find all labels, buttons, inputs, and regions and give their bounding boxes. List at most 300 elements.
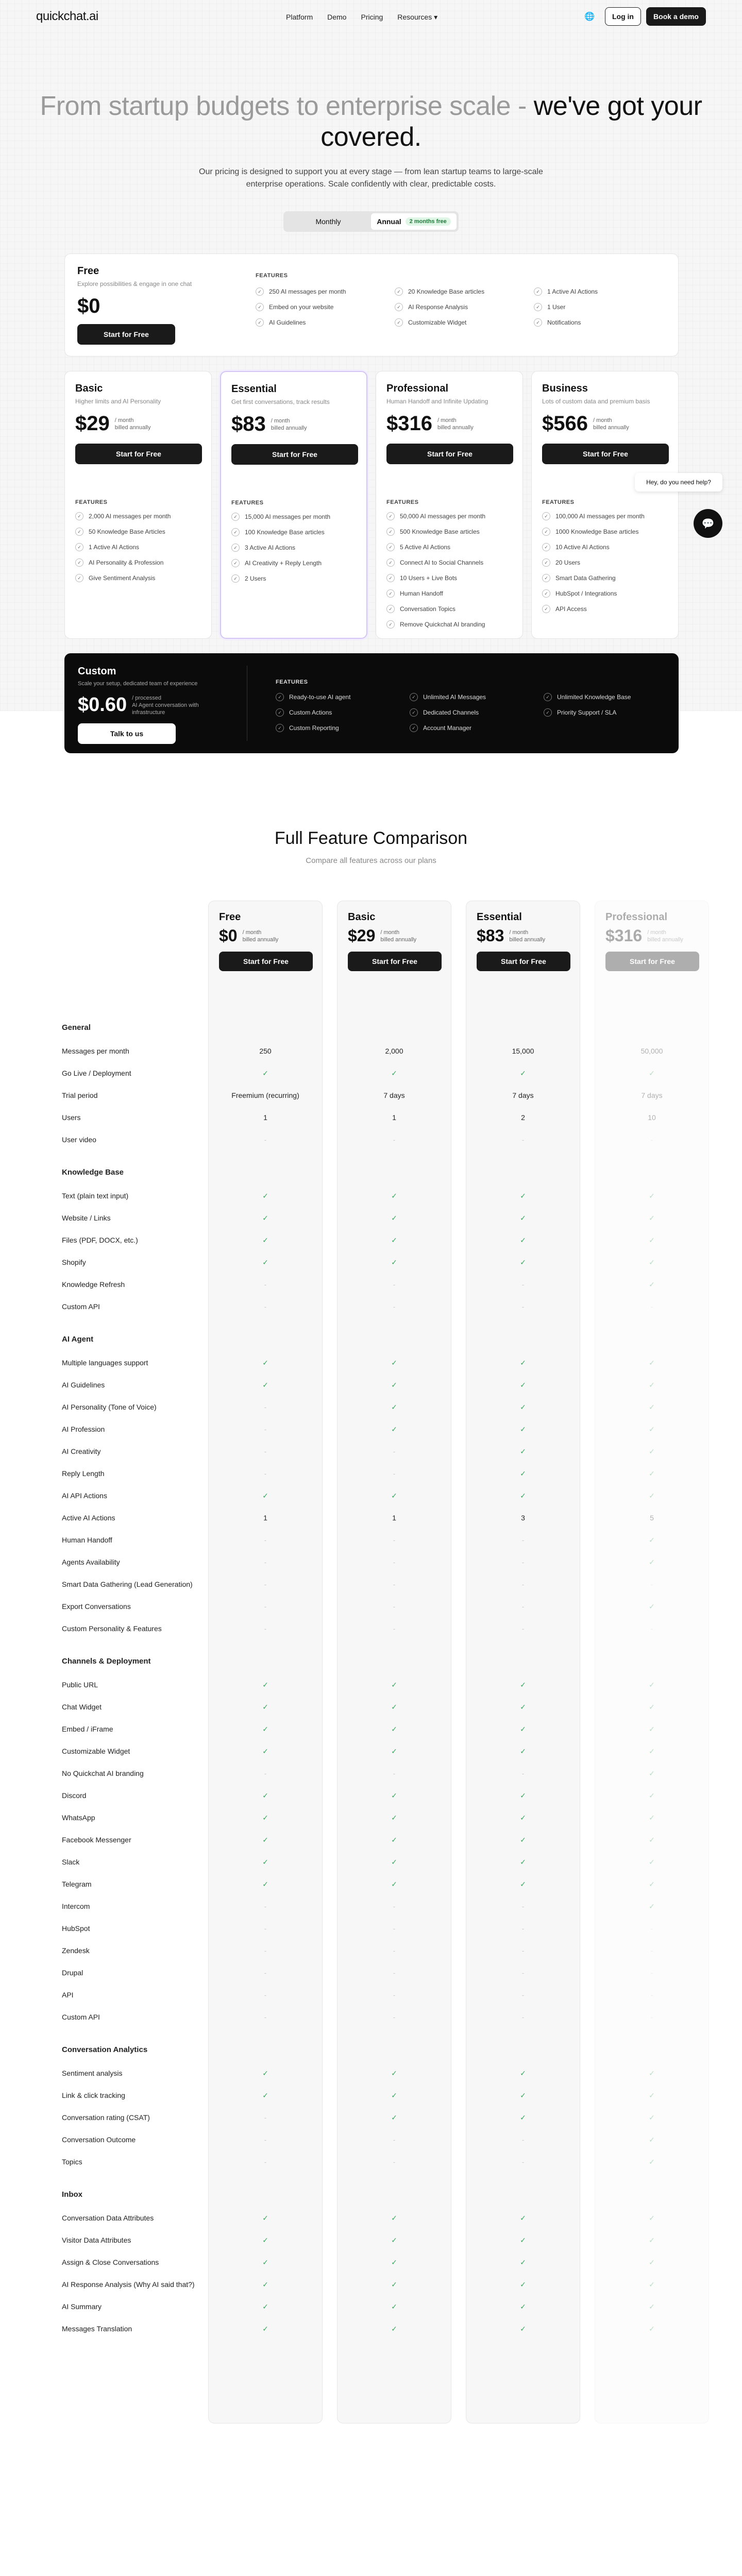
price-amount: $29 bbox=[75, 412, 110, 435]
feature-row bbox=[62, 2319, 680, 2338]
feature-item: ✓ Unlimited Knowledge Base bbox=[544, 689, 667, 705]
top-nav bbox=[0, 0, 742, 33]
check-icon: ✓ bbox=[262, 2091, 268, 2099]
talk-to-us-button[interactable]: Talk to us bbox=[78, 723, 176, 744]
plan-name: Essential bbox=[231, 383, 277, 395]
dash-icon: - bbox=[650, 2013, 653, 2021]
dash-icon: - bbox=[650, 1580, 653, 1588]
check-icon: ✓ bbox=[520, 2113, 526, 2122]
feature-row bbox=[62, 1698, 680, 1716]
plan-name: Business bbox=[542, 383, 588, 394]
check-icon: ✓ bbox=[391, 2069, 397, 2077]
feature-label: Custom Personality & Features bbox=[62, 1624, 162, 1633]
check-icon: ✓ bbox=[542, 589, 550, 598]
feature-label: Discord bbox=[62, 1791, 87, 1800]
feature-item: ✓ 15,000 AI messages per month bbox=[231, 509, 356, 524]
check-icon: ✓ bbox=[231, 544, 240, 552]
check-icon: ✓ bbox=[75, 528, 83, 536]
dash-icon: - bbox=[393, 1969, 396, 1977]
feature-row bbox=[62, 2130, 680, 2149]
feature-row bbox=[62, 2064, 680, 2082]
dash-icon: - bbox=[393, 1536, 396, 1544]
feature-row bbox=[62, 1464, 680, 1483]
check-icon: ✓ bbox=[649, 1747, 655, 1755]
feature-label: Smart Data Gathering (Lead Generation) bbox=[62, 1580, 193, 1588]
feature-row bbox=[62, 1986, 680, 2004]
login-button[interactable]: Log in bbox=[605, 7, 641, 26]
check-icon: ✓ bbox=[649, 2258, 655, 2266]
check-icon: ✓ bbox=[276, 708, 284, 717]
check-icon: ✓ bbox=[649, 1857, 655, 1866]
dash-icon: - bbox=[264, 1602, 267, 1611]
feature-row bbox=[62, 1275, 680, 1294]
check-icon: ✓ bbox=[262, 1191, 268, 1200]
check-icon: ✓ bbox=[391, 1358, 397, 1367]
check-icon: ✓ bbox=[649, 2324, 655, 2333]
feature-label: AI Response Analysis (Why AI said that?) bbox=[62, 2280, 195, 2289]
feature-item: ✓ Conversation Topics bbox=[386, 601, 512, 617]
cell-value: Freemium (recurring) bbox=[231, 1091, 299, 1099]
check-icon: ✓ bbox=[649, 1213, 655, 1222]
dash-icon: - bbox=[264, 1302, 267, 1311]
dash-icon: - bbox=[521, 2158, 525, 2166]
start-free-button[interactable]: Start for Free bbox=[231, 444, 358, 465]
dash-icon: - bbox=[650, 1969, 653, 1977]
start-free-button[interactable]: Start for Free bbox=[477, 952, 570, 971]
feature-row bbox=[62, 1597, 680, 1616]
check-icon: ✓ bbox=[391, 1702, 397, 1711]
cell-value: 15,000 bbox=[512, 1047, 534, 1055]
feature-label: HubSpot bbox=[62, 1924, 90, 1933]
feature-item: ✓ 1 Active AI Actions bbox=[534, 284, 668, 299]
cell-value: 1 bbox=[392, 1514, 396, 1522]
feature-label: Assign & Close Conversations bbox=[62, 2258, 159, 2266]
dash-icon: - bbox=[521, 1558, 525, 1566]
feature-row bbox=[62, 1764, 680, 1783]
dash-icon: - bbox=[264, 1580, 267, 1588]
feature-row bbox=[62, 2108, 680, 2127]
check-icon: ✓ bbox=[520, 1491, 526, 1500]
free-start-button[interactable]: Start for Free bbox=[77, 324, 175, 345]
globe-icon[interactable]: 🌐 bbox=[584, 12, 595, 21]
dash-icon: - bbox=[264, 2158, 267, 2166]
check-icon: ✓ bbox=[395, 287, 403, 296]
feature-item: ✓ AI Response Analysis bbox=[395, 299, 534, 315]
features-label: FEATURES bbox=[231, 500, 264, 506]
check-icon: ✓ bbox=[520, 1680, 526, 1689]
check-icon: ✓ bbox=[391, 1235, 397, 1244]
check-icon: ✓ bbox=[649, 2135, 655, 2144]
feature-label: AI Guidelines bbox=[62, 1381, 105, 1389]
check-icon: ✓ bbox=[649, 2113, 655, 2122]
dash-icon: - bbox=[650, 1924, 653, 1933]
dash-icon: - bbox=[264, 1902, 267, 1910]
feature-label: Messages Translation bbox=[62, 2325, 132, 2333]
plan-name: Basic bbox=[348, 911, 376, 923]
logo[interactable]: quickchat.ai bbox=[36, 9, 98, 23]
plan-name: Essential bbox=[477, 911, 522, 923]
nav-link-demo[interactable]: Demo bbox=[327, 13, 347, 21]
chat-bubble[interactable]: Hey, do you need help? bbox=[635, 473, 722, 492]
price-amount: $0.60 bbox=[78, 694, 127, 716]
start-free-button[interactable]: Start for Free bbox=[542, 444, 669, 464]
section-title: Inbox bbox=[62, 2190, 82, 2199]
check-icon: ✓ bbox=[649, 1191, 655, 1200]
check-icon: ✓ bbox=[520, 1879, 526, 1888]
feature-label: Files (PDF, DOCX, etc.) bbox=[62, 1236, 138, 1244]
feature-row bbox=[62, 1831, 680, 1849]
check-icon: ✓ bbox=[520, 2302, 526, 2311]
billing-toggle bbox=[283, 211, 459, 232]
dash-icon: - bbox=[521, 1136, 525, 1144]
feature-row bbox=[62, 1187, 680, 1205]
feature-row bbox=[62, 1963, 680, 1982]
plan-price bbox=[231, 413, 356, 436]
feature-label: Trial period bbox=[62, 1091, 98, 1099]
feature-item: ✓ 250 AI messages per month bbox=[256, 284, 395, 299]
dash-icon: - bbox=[521, 1280, 525, 1289]
check-icon: ✓ bbox=[262, 1680, 268, 1689]
feature-label: Link & click tracking bbox=[62, 2091, 125, 2099]
check-icon: ✓ bbox=[262, 2324, 268, 2333]
check-icon: ✓ bbox=[386, 558, 395, 567]
check-icon: ✓ bbox=[386, 512, 395, 520]
check-icon: ✓ bbox=[391, 1258, 397, 1266]
check-icon: ✓ bbox=[262, 1491, 268, 1500]
dash-icon: - bbox=[650, 1946, 653, 1955]
check-icon: ✓ bbox=[520, 1747, 526, 1755]
feature-row bbox=[62, 1209, 680, 1227]
price-amount: $83 bbox=[231, 413, 266, 435]
check-icon: ✓ bbox=[391, 2302, 397, 2311]
dash-icon: - bbox=[393, 1136, 396, 1144]
check-icon: ✓ bbox=[262, 1358, 268, 1367]
dash-icon: - bbox=[393, 1624, 396, 1633]
start-free-button[interactable]: Start for Free bbox=[605, 952, 699, 971]
dash-icon: - bbox=[264, 2013, 267, 2021]
feature-item: ✓ Embed on your website bbox=[256, 299, 395, 315]
feature-label: Human Handoff bbox=[62, 1536, 112, 1544]
book-demo-button[interactable]: Book a demo bbox=[646, 7, 706, 26]
check-icon: ✓ bbox=[649, 1724, 655, 1733]
check-icon: ✓ bbox=[391, 2235, 397, 2244]
feature-label: Telegram bbox=[62, 1880, 92, 1888]
feature-row bbox=[62, 2086, 680, 2105]
check-icon: ✓ bbox=[75, 574, 83, 582]
features-label: FEATURES bbox=[75, 499, 108, 505]
check-icon: ✓ bbox=[276, 693, 284, 701]
plan-price bbox=[348, 926, 442, 945]
check-icon: ✓ bbox=[542, 543, 550, 551]
cell-value: 2 bbox=[521, 1113, 525, 1122]
feature-item: ✓ 50,000 AI messages per month bbox=[386, 509, 512, 524]
feature-row bbox=[62, 1442, 680, 1461]
check-icon: ✓ bbox=[649, 1557, 655, 1566]
check-icon: ✓ bbox=[520, 1469, 526, 1478]
check-icon: ✓ bbox=[649, 1447, 655, 1455]
price-period: / month billed annually bbox=[242, 929, 279, 943]
check-icon: ✓ bbox=[391, 1813, 397, 1822]
check-icon: ✓ bbox=[386, 574, 395, 582]
start-free-button[interactable]: Start for Free bbox=[219, 952, 313, 971]
plan-name: Basic bbox=[75, 383, 103, 394]
plan-desc: Human Handoff and Infinite Updating bbox=[386, 398, 488, 405]
check-icon: ✓ bbox=[534, 318, 542, 327]
check-icon: ✓ bbox=[649, 1791, 655, 1800]
check-icon: ✓ bbox=[649, 1602, 655, 1611]
check-icon: ✓ bbox=[262, 1069, 268, 1077]
dash-icon: - bbox=[264, 1969, 267, 1977]
feature-item: ✓ AI Personality & Profession bbox=[75, 555, 201, 570]
check-icon: ✓ bbox=[391, 1791, 397, 1800]
hero-subtitle: Our pricing is designed to support you at every stage — from lean startup teams to large-scale enterprise operations. Scale confidently with clear, predictable costs. bbox=[199, 167, 543, 189]
start-free-button[interactable]: Start for Free bbox=[348, 952, 442, 971]
dash-icon: - bbox=[264, 1924, 267, 1933]
check-icon: ✓ bbox=[649, 1069, 655, 1077]
feature-item: ✓ 100 Knowledge Base articles bbox=[231, 524, 356, 540]
check-icon: ✓ bbox=[649, 1879, 655, 1888]
check-icon: ✓ bbox=[520, 1235, 526, 1244]
toggle-monthly[interactable]: Monthly bbox=[315, 217, 341, 226]
check-icon: ✓ bbox=[75, 512, 83, 520]
feature-label: Sentiment analysis bbox=[62, 2069, 123, 2077]
feature-row bbox=[62, 1897, 680, 1916]
dash-icon: - bbox=[264, 1280, 267, 1289]
check-icon: ✓ bbox=[391, 2258, 397, 2266]
feature-row bbox=[62, 1675, 680, 1694]
toggle-annual[interactable] bbox=[371, 213, 457, 230]
check-icon: ✓ bbox=[262, 2213, 268, 2222]
dash-icon: - bbox=[393, 1602, 396, 1611]
price-amount: $29 bbox=[348, 926, 376, 945]
section-title: Knowledge Base bbox=[62, 1167, 124, 1177]
feature-row bbox=[62, 1297, 680, 1316]
section-title: AI Agent bbox=[62, 1334, 94, 1344]
check-icon: ✓ bbox=[534, 287, 542, 296]
check-icon: ✓ bbox=[649, 1702, 655, 1711]
dash-icon: - bbox=[393, 1580, 396, 1588]
plan-features bbox=[75, 509, 201, 586]
price-period: / month billed annually bbox=[437, 417, 474, 431]
feature-row bbox=[62, 2008, 680, 2026]
dash-icon: - bbox=[650, 1302, 653, 1311]
feature-label: Public URL bbox=[62, 1681, 98, 1689]
check-icon: ✓ bbox=[262, 1213, 268, 1222]
check-icon: ✓ bbox=[391, 2213, 397, 2222]
check-icon: ✓ bbox=[520, 1258, 526, 1266]
check-icon: ✓ bbox=[262, 1258, 268, 1266]
dash-icon: - bbox=[264, 1558, 267, 1566]
check-icon: ✓ bbox=[386, 528, 395, 536]
check-icon: ✓ bbox=[391, 1879, 397, 1888]
check-icon: ✓ bbox=[520, 1724, 526, 1733]
check-icon: ✓ bbox=[649, 1469, 655, 1478]
check-icon: ✓ bbox=[391, 1680, 397, 1689]
check-icon: ✓ bbox=[231, 559, 240, 567]
check-icon: ✓ bbox=[520, 1835, 526, 1844]
check-icon: ✓ bbox=[410, 724, 418, 732]
check-icon: ✓ bbox=[391, 1724, 397, 1733]
dash-icon: - bbox=[393, 2158, 396, 2166]
nav-links bbox=[286, 13, 437, 22]
check-icon: ✓ bbox=[649, 2280, 655, 2289]
check-icon: ✓ bbox=[262, 1380, 268, 1389]
check-icon: ✓ bbox=[391, 1213, 397, 1222]
nav-link-resources[interactable]: Resources ▾ bbox=[397, 13, 438, 21]
check-icon: ✓ bbox=[410, 693, 418, 701]
feature-row bbox=[62, 2209, 680, 2227]
dash-icon: - bbox=[521, 1946, 525, 1955]
feature-row bbox=[62, 1941, 680, 1960]
check-icon: ✓ bbox=[649, 1280, 655, 1289]
check-icon: ✓ bbox=[391, 1491, 397, 1500]
check-icon: ✓ bbox=[391, 1402, 397, 1411]
feature-label: Reply Length bbox=[62, 1469, 105, 1478]
feature-label: AI Personality (Tone of Voice) bbox=[62, 1403, 157, 1411]
cell-value: 10 bbox=[648, 1113, 656, 1122]
feature-item: ✓ Smart Data Gathering bbox=[542, 570, 668, 586]
check-icon: ✓ bbox=[276, 724, 284, 732]
hero-title-dark: we've got your covered. bbox=[321, 91, 702, 152]
plan-desc: Lots of custom data and premium basis bbox=[542, 398, 650, 405]
plan-card-essential bbox=[220, 371, 367, 639]
check-icon: ✓ bbox=[542, 512, 550, 520]
cell-value: 1 bbox=[263, 1113, 267, 1122]
dash-icon: - bbox=[393, 1469, 396, 1478]
column-header bbox=[209, 901, 323, 981]
feature-label: Go Live / Deployment bbox=[62, 1069, 131, 1077]
price-period: / month billed annually bbox=[114, 417, 151, 431]
nav-link-pricing[interactable]: Pricing bbox=[361, 13, 383, 21]
check-icon: ✓ bbox=[410, 708, 418, 717]
plan-name: Professional bbox=[605, 911, 668, 923]
check-icon: ✓ bbox=[649, 1402, 655, 1411]
price-period: / processed AI Agent conversation with infrastructure bbox=[132, 694, 199, 716]
check-icon: ✓ bbox=[256, 303, 264, 311]
check-icon: ✓ bbox=[391, 1191, 397, 1200]
check-icon: ✓ bbox=[262, 1835, 268, 1844]
feature-row bbox=[62, 1531, 680, 1549]
check-icon: ✓ bbox=[649, 2157, 655, 2166]
check-icon: ✓ bbox=[262, 2258, 268, 2266]
check-icon: ✓ bbox=[520, 1702, 526, 1711]
feature-row bbox=[62, 1086, 680, 1105]
feature-row bbox=[62, 1420, 680, 1438]
check-icon: ✓ bbox=[262, 1747, 268, 1755]
hero-title-gray: From startup budgets to enterprise scale - bbox=[40, 91, 534, 121]
feature-label: API bbox=[62, 1991, 74, 1999]
check-icon: ✓ bbox=[391, 1425, 397, 1433]
dash-icon: - bbox=[264, 1447, 267, 1455]
check-icon: ✓ bbox=[520, 1813, 526, 1822]
plan-features bbox=[542, 509, 668, 617]
feature-row bbox=[62, 2275, 680, 2294]
check-icon: ✓ bbox=[649, 1769, 655, 1777]
feature-row bbox=[62, 1808, 680, 1827]
column-header bbox=[338, 901, 452, 981]
cell-value: 1 bbox=[392, 1113, 396, 1122]
features-label: FEATURES bbox=[256, 273, 288, 279]
check-icon: ✓ bbox=[542, 574, 550, 582]
dash-icon: - bbox=[393, 1946, 396, 1955]
check-icon: ✓ bbox=[262, 2069, 268, 2077]
dash-icon: - bbox=[650, 1624, 653, 1633]
check-icon: ✓ bbox=[262, 2235, 268, 2244]
feature-item: ✓ 50 Knowledge Base Articles bbox=[75, 524, 201, 539]
feature-label: Shopify bbox=[62, 1258, 86, 1266]
nav-link-platform[interactable]: Platform bbox=[286, 13, 313, 21]
price-amount: $0 bbox=[219, 926, 238, 945]
feature-label: Website / Links bbox=[62, 1214, 111, 1222]
custom-features bbox=[276, 689, 667, 736]
check-icon: ✓ bbox=[231, 528, 240, 536]
feature-item: ✓ 10 Users + Live Bots bbox=[386, 570, 512, 586]
check-icon: ✓ bbox=[520, 1213, 526, 1222]
check-icon: ✓ bbox=[649, 1680, 655, 1689]
dash-icon: - bbox=[264, 2136, 267, 2144]
check-icon: ✓ bbox=[649, 1425, 655, 1433]
feature-row bbox=[62, 1919, 680, 1938]
feature-row bbox=[62, 1853, 680, 1871]
check-icon: ✓ bbox=[520, 2069, 526, 2077]
hero-title bbox=[0, 91, 742, 152]
feature-row bbox=[62, 1108, 680, 1127]
feature-item: ✓ AI Creativity + Reply Length bbox=[231, 555, 356, 571]
plan-price bbox=[386, 412, 512, 435]
check-icon: ✓ bbox=[386, 620, 395, 629]
feature-item: ✓ Connect AI to Social Channels bbox=[386, 555, 512, 570]
check-icon: ✓ bbox=[231, 574, 240, 583]
check-icon: ✓ bbox=[391, 1069, 397, 1077]
feature-label: AI API Actions bbox=[62, 1492, 107, 1500]
check-icon: ✓ bbox=[544, 693, 552, 701]
dash-icon: - bbox=[264, 2113, 267, 2122]
check-icon: ✓ bbox=[649, 1235, 655, 1244]
feature-row bbox=[62, 2253, 680, 2272]
start-free-button[interactable]: Start for Free bbox=[386, 444, 513, 464]
price-amount: $566 bbox=[542, 412, 588, 435]
cell-value: 250 bbox=[259, 1047, 272, 1055]
check-icon: ✓ bbox=[256, 318, 264, 327]
feature-item: ✓ Remove Quickchat AI branding bbox=[386, 617, 512, 632]
check-icon: ✓ bbox=[395, 318, 403, 327]
feature-label: AI Summary bbox=[62, 2302, 102, 2311]
check-icon: ✓ bbox=[520, 2280, 526, 2289]
feature-label: Custom API bbox=[62, 2013, 100, 2021]
cell-value: 1 bbox=[263, 1514, 267, 1522]
dash-icon: - bbox=[521, 1302, 525, 1311]
plan-name: Free bbox=[77, 265, 99, 277]
dash-icon: - bbox=[521, 1769, 525, 1777]
check-icon: ✓ bbox=[391, 2324, 397, 2333]
dash-icon: - bbox=[521, 1580, 525, 1588]
chat-launcher-icon[interactable]: 💬 bbox=[694, 509, 722, 538]
dash-icon: - bbox=[521, 2013, 525, 2021]
check-icon: ✓ bbox=[262, 1791, 268, 1800]
price-period: / month billed annually bbox=[647, 929, 683, 943]
start-free-button[interactable]: Start for Free bbox=[75, 444, 202, 464]
check-icon: ✓ bbox=[649, 2091, 655, 2099]
cell-value: 50,000 bbox=[640, 1047, 663, 1055]
check-icon: ✓ bbox=[649, 1835, 655, 1844]
feature-item: ✓ Give Sentiment Analysis bbox=[75, 570, 201, 586]
plan-desc: Get first conversations, track results bbox=[231, 398, 330, 405]
check-icon: ✓ bbox=[649, 1358, 655, 1367]
feature-item: ✓ 100,000 AI messages per month bbox=[542, 509, 668, 524]
feature-row bbox=[62, 1231, 680, 1249]
nav-actions bbox=[584, 7, 706, 26]
check-icon: ✓ bbox=[262, 2302, 268, 2311]
